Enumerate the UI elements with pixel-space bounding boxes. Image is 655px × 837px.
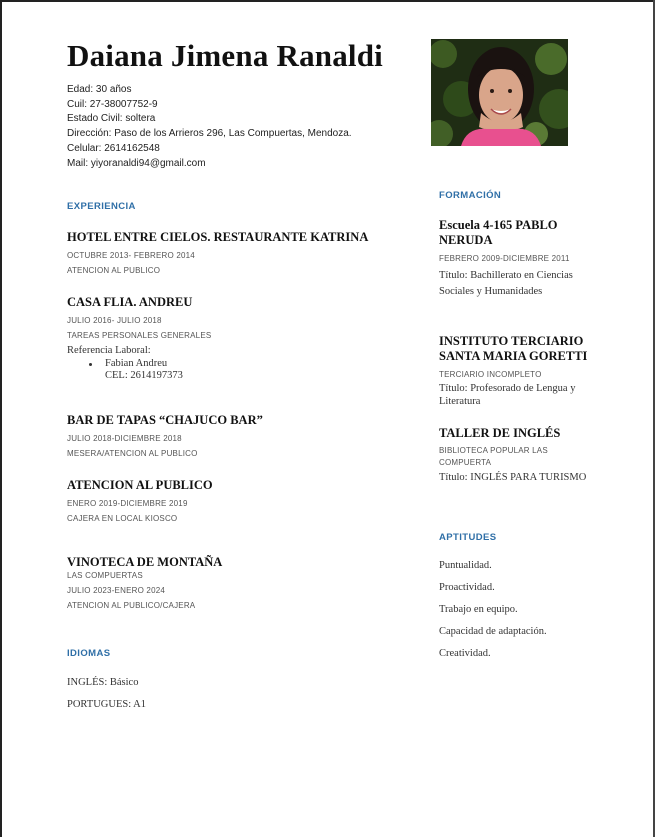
- reference-phone: CEL: 2614197373: [105, 370, 183, 381]
- section-title-languages: IDIOMAS: [67, 648, 111, 659]
- skill-item: Capacidad de adaptación.: [439, 626, 547, 637]
- reference-item: [105, 358, 412, 383]
- education-title: Escuela 4-165 PABLO NERUDA: [439, 218, 558, 247]
- job-entry: [67, 478, 412, 523]
- section-title-skills: APTITUDES: [439, 532, 497, 543]
- age: Edad: 30 años: [67, 84, 132, 95]
- job-dates: JULIO 2016- JULIO 2018: [67, 316, 162, 325]
- job-reference: [67, 345, 412, 383]
- profile-photo-image: [431, 39, 568, 146]
- job-dates: OCTUBRE 2013- FEBRERO 2014: [67, 251, 195, 260]
- job-location: LAS COMPUERTAS: [67, 571, 143, 580]
- job-dates: JULIO 2023-ENERO 2024: [67, 586, 166, 595]
- job-role: ATENCION AL PUBLICO/CAJERA: [67, 601, 196, 610]
- language-item: INGLÉS: Básico: [67, 677, 139, 688]
- reference-name: Fabian Andreu: [105, 357, 168, 369]
- education-meta: TERCIARIO INCOMPLETO: [439, 370, 542, 379]
- page-border-top: [0, 0, 655, 2]
- skill-item: Proactividad.: [439, 582, 495, 593]
- job-title: CASA FLIA. ANDREU: [67, 295, 193, 309]
- education-text: Título: Bachillerato en Ciencias Sociales y Humanidades: [439, 270, 573, 297]
- language-item: PORTUGUES: A1: [67, 699, 147, 710]
- education-meta: BIBLIOTECA POPULAR LAS COMPUERTA: [439, 446, 548, 467]
- education-text: Título: Profesorado de Lengua y Literatura: [439, 383, 576, 407]
- reference-list: [67, 358, 412, 383]
- skill-item: Trabajo en equipo.: [439, 604, 518, 615]
- job-entry: [67, 555, 412, 610]
- job-role: TAREAS PERSONALES GENERALES: [67, 331, 212, 340]
- job-title: HOTEL ENTRE CIELOS. RESTAURANTE KATRINA: [67, 230, 369, 244]
- job-title: BAR DE TAPAS “CHAJUCO BAR”: [67, 413, 263, 427]
- page-border-left: [0, 0, 2, 837]
- education-meta: FEBRERO 2009-DICIEMBRE 2011: [439, 254, 570, 263]
- education-title: INSTITUTO TERCIARIO SANTA MARIA GORETTI: [439, 334, 588, 363]
- education-title: TALLER DE INGLÉS: [439, 426, 561, 440]
- candidate-name: Daiana Jimena Ranaldi: [67, 38, 383, 73]
- job-role: ATENCION AL PUBLICO: [67, 266, 161, 275]
- skill-item: Puntualidad.: [439, 560, 492, 571]
- job-title: VINOTECA DE MONTAÑA: [67, 555, 223, 569]
- job-entry: [67, 413, 412, 458]
- marital-status: Estado Civil: soltera: [67, 113, 156, 125]
- email: Mail: yiyoranaldi94@gmail.com: [67, 157, 206, 169]
- cuil: Cuil: 27-38007752-9: [67, 98, 158, 110]
- job-role: CAJERA EN LOCAL KIOSCO: [67, 514, 178, 523]
- job-dates: ENERO 2019-DICIEMBRE 2019: [67, 499, 188, 508]
- education-entry: [439, 218, 589, 299]
- profile-photo: [431, 39, 568, 146]
- job-dates: JULIO 2018-DICIEMBRE 2018: [67, 434, 182, 443]
- job-role: MESERA/ATENCION AL PUBLICO: [67, 449, 198, 458]
- section-title-education: FORMACIÓN: [439, 190, 502, 201]
- reference-label: Referencia Laboral:: [67, 345, 151, 356]
- education-entry: [439, 426, 589, 485]
- personal-details: [67, 83, 352, 171]
- education-text: Título: INGLÉS PARA TURISMO: [439, 472, 587, 483]
- address: Dirección: Paso de los Arrieros 296, Las Compuertas, Mendoza.: [67, 128, 352, 140]
- job-entry: [67, 230, 412, 275]
- skill-item: Creatividad.: [439, 648, 491, 659]
- education-entry: [439, 334, 589, 408]
- job-entry: [67, 295, 412, 383]
- job-title: ATENCION AL PUBLICO: [67, 478, 213, 492]
- section-title-experience: EXPERIENCIA: [67, 201, 136, 212]
- phone: Celular: 2614162548: [67, 142, 160, 154]
